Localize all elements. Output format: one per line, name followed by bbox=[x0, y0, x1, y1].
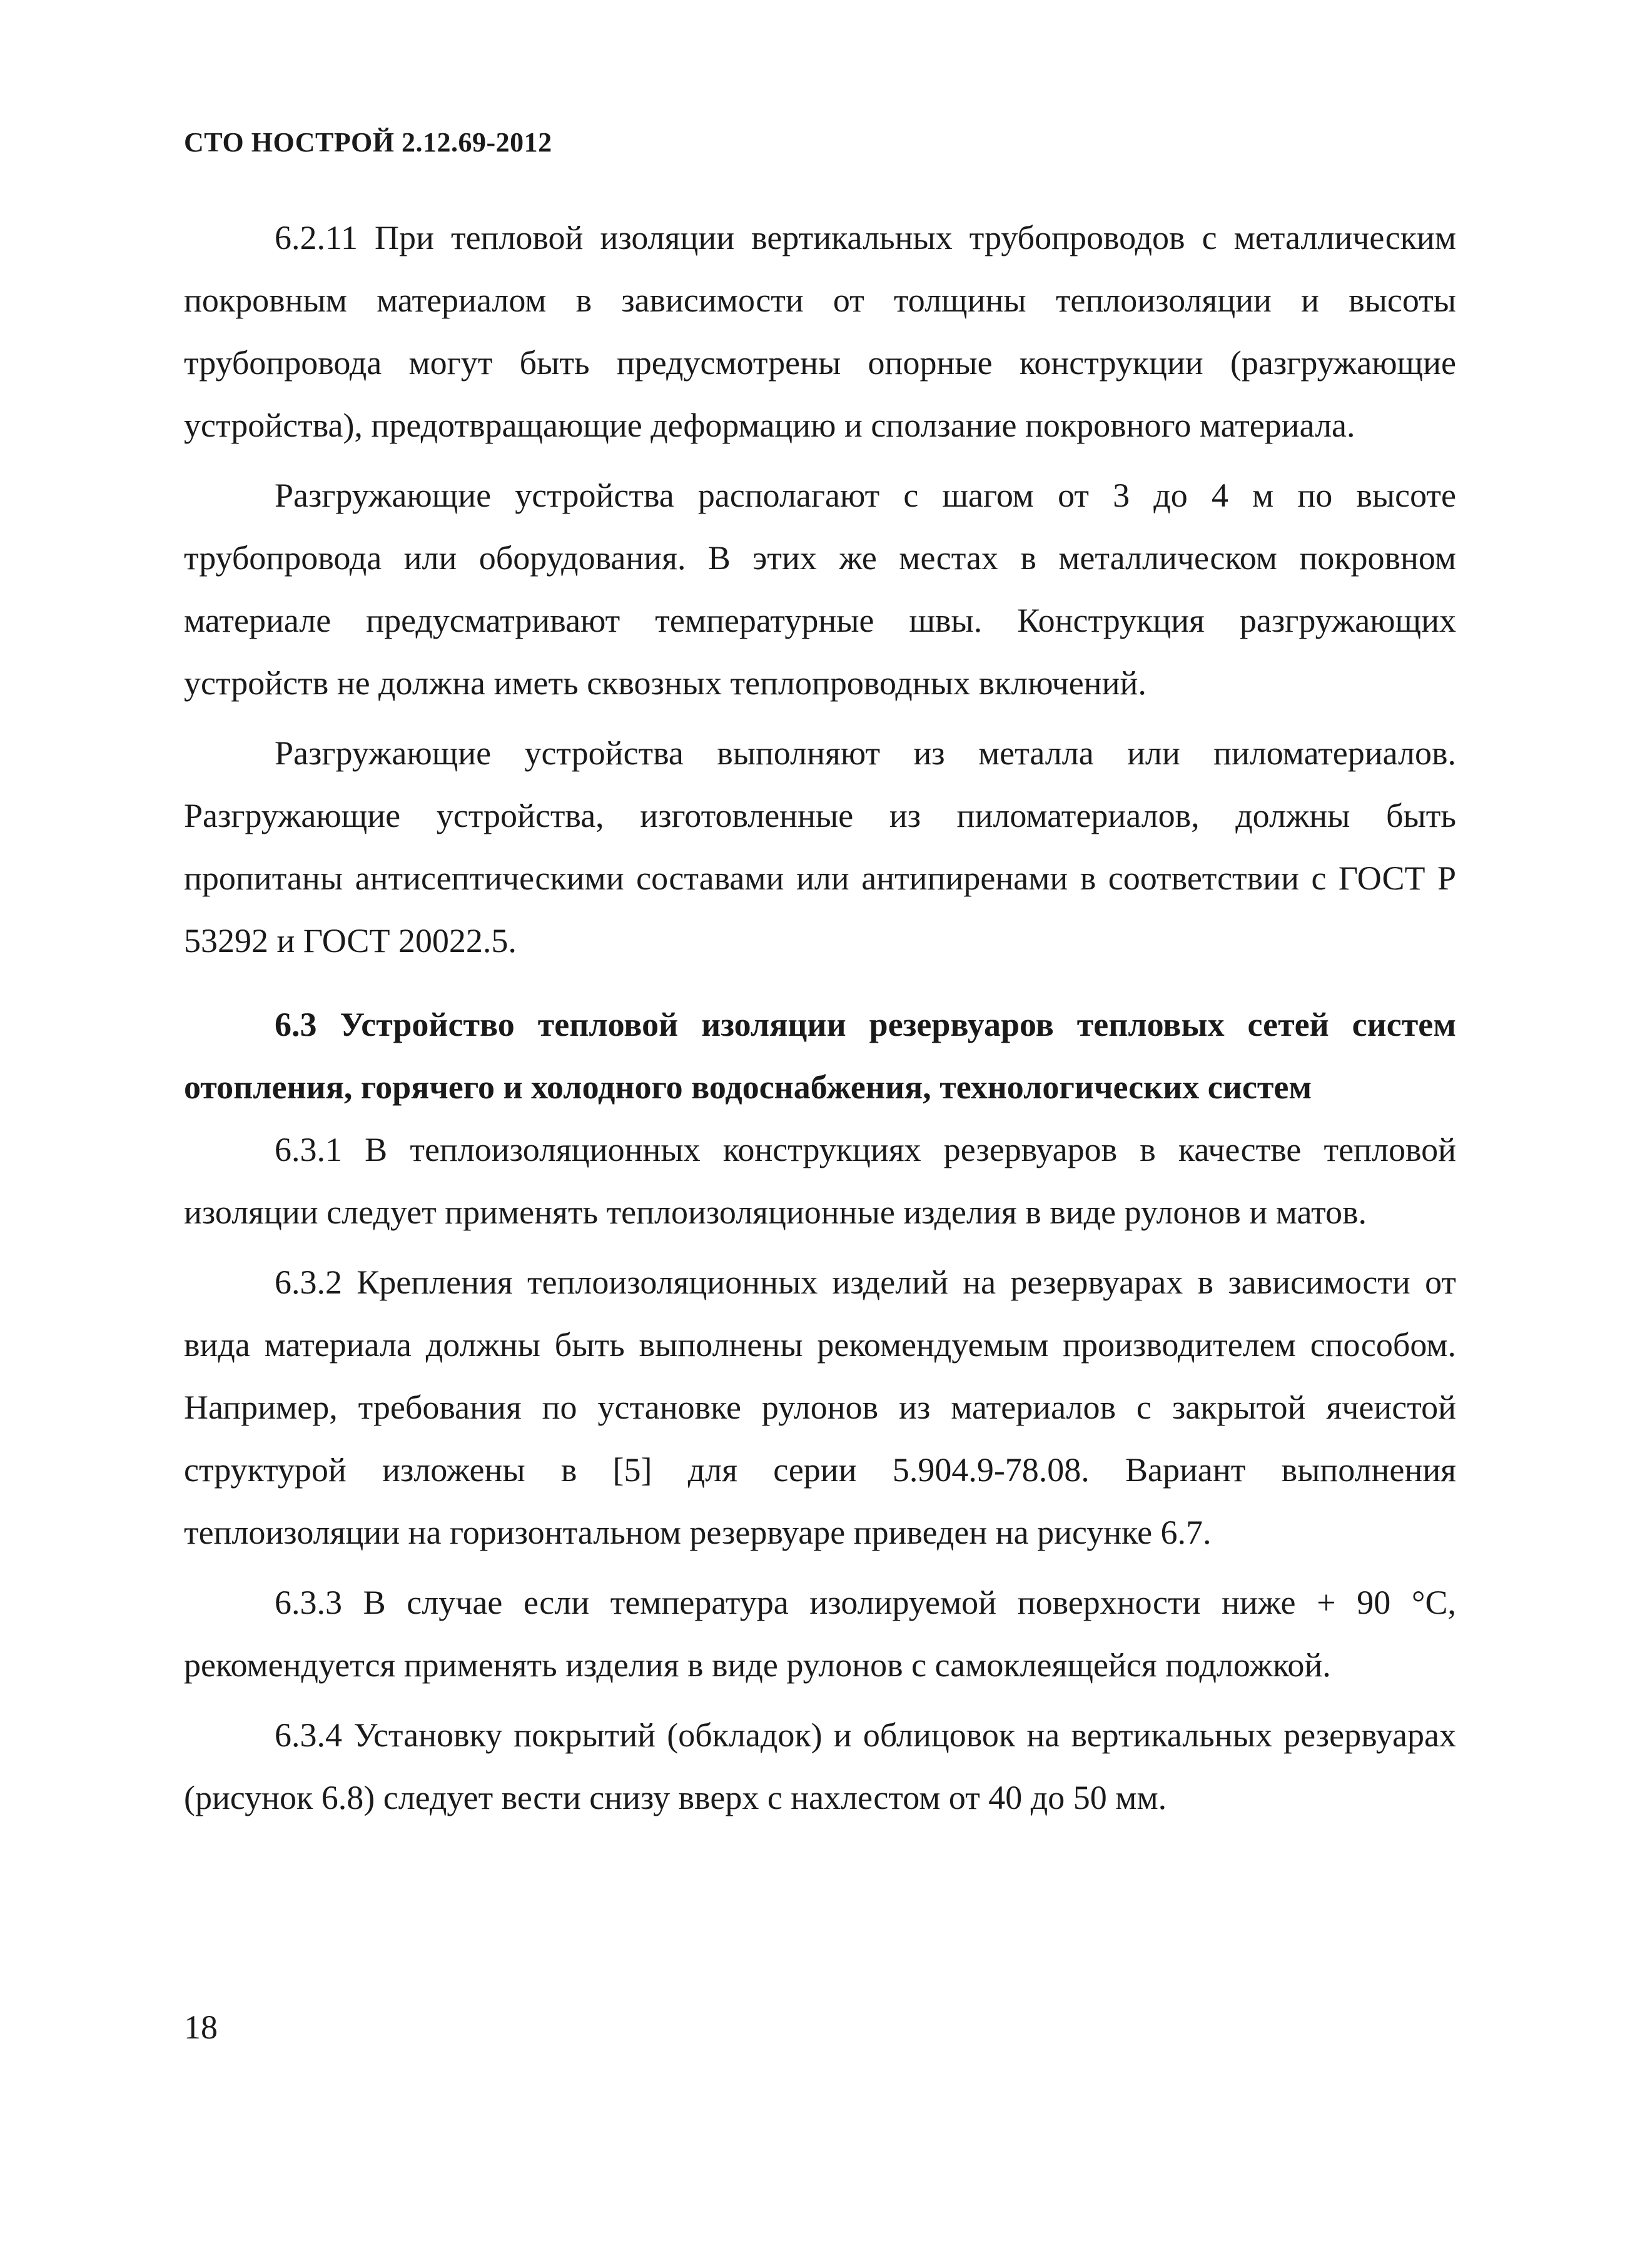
paragraph-6-2-11: 6.2.11 При тепловой изоляции вертикальных трубопроводов с металлическим покровным материалом в зависимости от толщины теплоизоляции и высоты трубопровода могут быть предусмотрены опорные конструкции (разгружающие устройства), предотвращающие деформацию и сползание покровного материала. bbox=[184, 219, 1456, 444]
paragraph-6-3-4: 6.3.4 Установку покрытий (обкладок) и облицовок на вертикальных резервуарах (рисунок 6.8) следует вести снизу вверх с нахлестом от 40 до 50 мм. bbox=[184, 1716, 1456, 1816]
page-number: 18 bbox=[184, 2008, 218, 2046]
paragraph-unloading-devices-spacing: Разгружающие устройства располагают с шагом от 3 до 4 м по высоте трубопровода или оборудования. В этих же местах в металлическом покровном материале предусматривают температурные швы. Конструкция разгружающих устройств не должна иметь сквозных теплопроводных включений. bbox=[184, 477, 1456, 702]
section-heading-6-3: 6.3 Устройство тепловой изоляции резервуаров тепловых сетей систем отопления, горячего и холодного водоснабжения, технологических систем bbox=[184, 1006, 1456, 1106]
paragraph-6-3-1: 6.3.1 В теплоизоляционных конструкциях резервуаров в качестве тепловой изоляции следует применять теплоизоляционные изделия в виде рулонов и матов. bbox=[184, 1131, 1456, 1231]
paragraph-6-3-2: 6.3.2 Крепления теплоизоляционных изделий на резервуарах в зависимости от вида материала должны быть выполнены рекомендуемым производителем способом. Например, требования по установке рулонов из материалов с закрытой ячеистой структурой изложены в [5] для серии 5.904.9-78.08. Вариант выполнения теплоизоляции на горизонтальном резервуаре приведен на рисунке 6.7. bbox=[184, 1263, 1456, 1551]
document-code-header: СТО НОСТРОЙ 2.12.69-2012 bbox=[184, 127, 552, 158]
paragraph-6-3-3: 6.3.3 В случае если температура изолируемой поверхности ниже + 90 °С, рекомендуется применять изделия в виде рулонов с самоклеящейся подложкой. bbox=[184, 1584, 1456, 1684]
paragraph-unloading-devices-materials: Разгружающие устройства выполняют из металла или пиломатериалов. Разгружающие устройства, изготовленные из пиломатериалов, должны быть пропитаны антисептическими составами или антипиренами в соответствии с ГОСТ Р 53292 и ГОСТ 20022.5. bbox=[184, 734, 1456, 959]
document-body bbox=[184, 206, 1456, 1836]
